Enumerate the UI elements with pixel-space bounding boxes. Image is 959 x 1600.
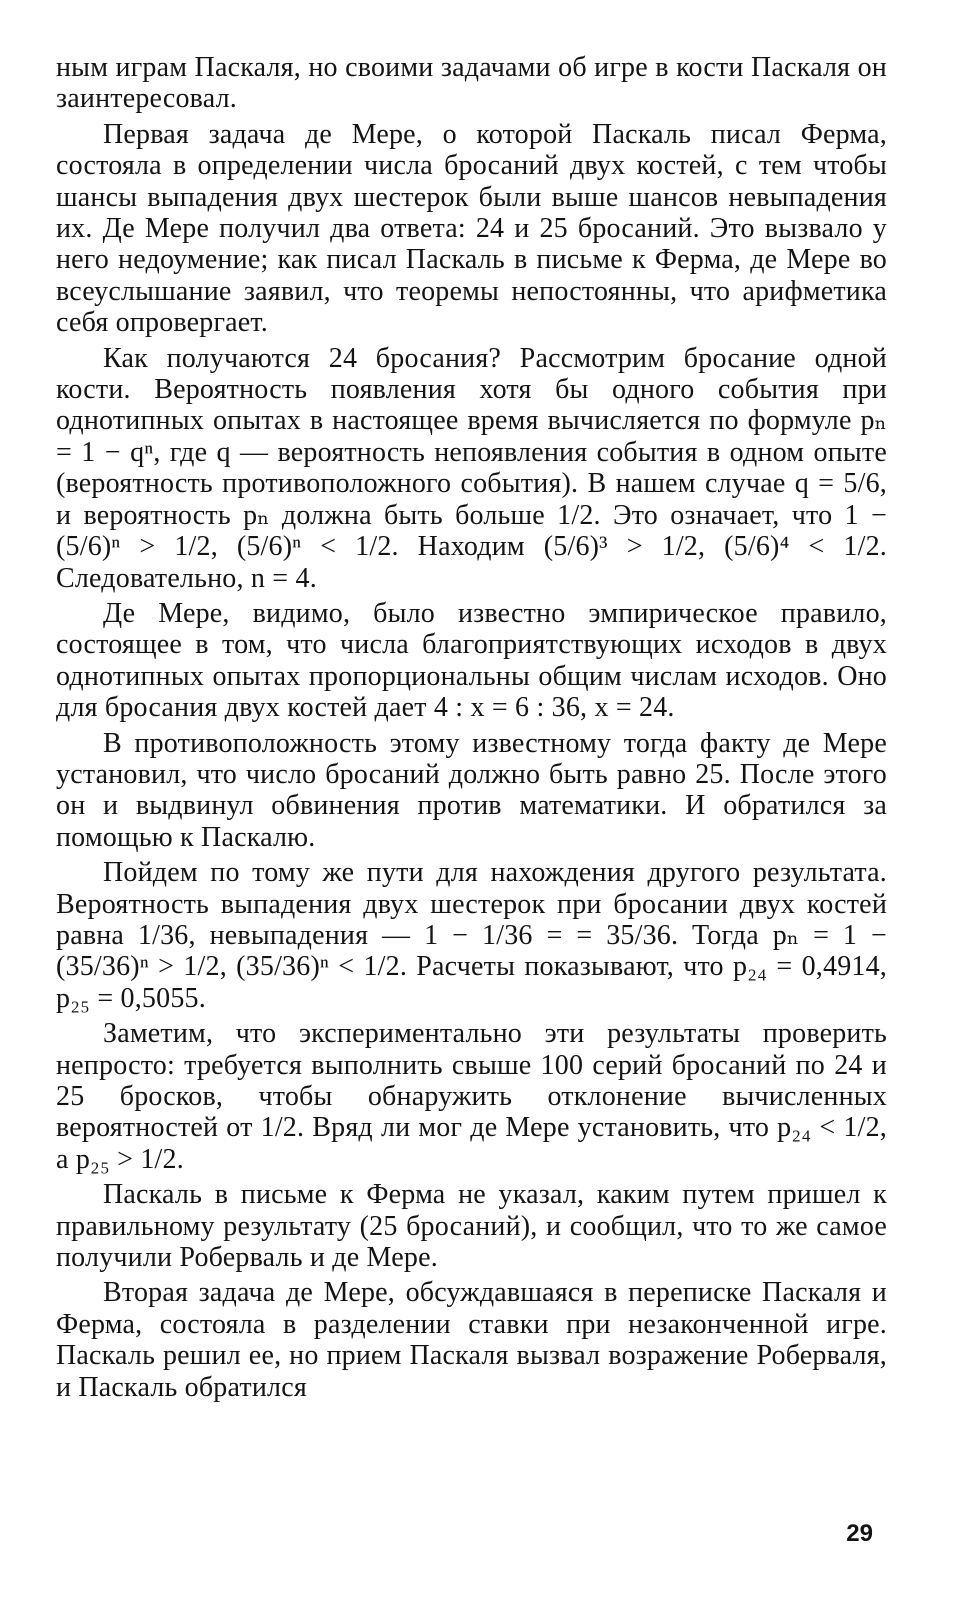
paragraph-continuation: ным играм Паскаля, но своими задачами об игре в кости Паскаля он заинтересовал. — [56, 52, 887, 115]
paragraph-experiment: Заметим, что экспериментально эти результаты проверить непросто: требуется выполнить свыше 100 серий бросаний по 24 и 25 бросков, чтобы обнаружить отклонение вычисленных вероятностей от 1/2. Вряд ли мог де Мере установить, что p₂₄ < 1/2, а p₂₅ > 1/2. — [56, 1018, 887, 1175]
paragraph-two-dice: Пойдем по тому же пути для нахождения другого результата. Вероятность выпадения двух шестерок при бросании двух костей равна 1/36, невыпадения — 1 − 1/36 = = 35/36. Тогда pₙ = 1 − (35/36)ⁿ > 1/2, (35/36)ⁿ < 1/2. Расчеты показывают, что p₂₄ = 0,4914, p₂₅ = 0,5055. — [56, 857, 887, 1014]
page-number: 29 — [846, 1520, 873, 1547]
paragraph-second-problem: Вторая задача де Мере, обсуждавшаяся в переписке Паскаля и Ферма, состояла в разделении ставки при незаконченной игре. Паскаль решил ее, но прием Паскаля вызвал возражение Роберваля, и Паскаль обратился — [56, 1277, 887, 1403]
paragraph-pascal-letter: Паскаль в письме к Ферма не указал, каким путем пришел к правильному результату (25 бросаний), и сообщил, что то же самое получили Роберваль и де Мере. — [56, 1179, 887, 1274]
paragraph-single-die: Как получаются 24 бросания? Рассмотрим бросание одной кости. Вероятность появления хотя бы одного события при однотипных опытах в настоящее время вычисляется по формуле pₙ = 1 − qⁿ, где q — вероятность непоявления события в одном опыте (вероятность противоположного события). В нашем случае q = 5/6, и вероятность pₙ должна быть больше 1/2. Это означает, что 1 − (5/6)ⁿ > 1/2, (5/6)ⁿ < 1/2. Находим (5/6)³ > 1/2, (5/6)⁴ < 1/2. Следовательно, n = 4. — [56, 342, 887, 594]
paragraph-empirical-rule: Де Мере, видимо, было известно эмпирическое правило, состоящее в том, что числа благоприятствующих исходов в двух однотипных опытах пропорциональны общим числам исходов. Оно для бросания двух костей дает 4 : x = 6 : 36, x = 24. — [56, 597, 887, 724]
paragraph-de-mere-25: В противоположность этому известному тогда факту де Мере установил, что число бросаний должно быть равно 25. После этого он и выдвинул обвинения против математики. И обратился за помощью к Паскалю. — [56, 727, 887, 853]
body-text — [56, 52, 887, 1403]
paragraph-first-problem: Первая задача де Мере, о которой Паскаль писал Ферма, состояла в определении числа бросаний двух костей, с тем чтобы шансы выпадения двух шестерок были выше шансов невыпадения их. Де Мере получил два ответа: 24 и 25 бросаний. Это вызвало у него недоумение; как писал Паскаль в письме к Ферма, де Мере во всеуслышание заявил, что теоремы непостоянны, что арифметика себя опровергает. — [56, 118, 887, 339]
